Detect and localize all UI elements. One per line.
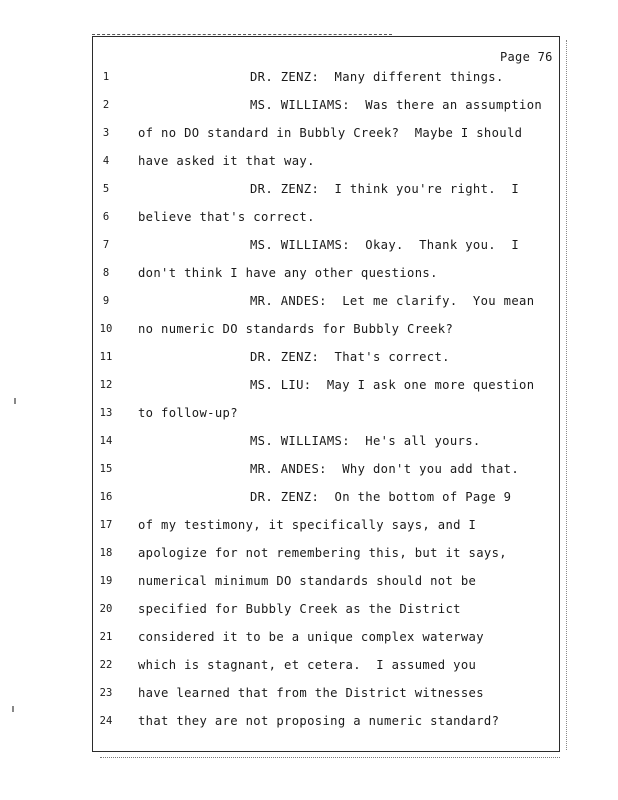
top-scan-rule xyxy=(92,34,392,35)
line-text: of my testimony, it specifically says, and I xyxy=(138,518,477,532)
transcript-line xyxy=(0,516,618,536)
transcript-line xyxy=(0,152,618,172)
line-text: MS. WILLIAMS: Was there an assumption xyxy=(250,98,543,112)
line-number: 17 xyxy=(99,519,113,531)
line-number: 5 xyxy=(102,183,110,195)
line-text: to follow-up? xyxy=(138,406,238,420)
transcript-line xyxy=(0,376,618,396)
transcript-line xyxy=(0,628,618,648)
line-text: MS. LIU: May I ask one more question xyxy=(250,378,535,392)
line-text: have learned that from the District witnesses xyxy=(138,686,484,700)
line-text: specified for Bubbly Creek as the District xyxy=(138,602,461,616)
line-number: 15 xyxy=(99,463,113,475)
line-text: numerical minimum DO standards should not be xyxy=(138,574,477,588)
line-text: considered it to be a unique complex waterway xyxy=(138,630,484,644)
line-number: 2 xyxy=(102,99,110,111)
line-number: 23 xyxy=(99,687,113,699)
line-text: apologize for not remembering this, but it says, xyxy=(138,546,507,560)
transcript-line xyxy=(0,292,618,312)
transcript-line xyxy=(0,460,618,480)
line-text: DR. ZENZ: I think you're right. I xyxy=(250,182,520,196)
line-text: no numeric DO standards for Bubbly Creek? xyxy=(138,322,454,336)
transcript-line xyxy=(0,712,618,732)
line-number: 14 xyxy=(99,435,113,447)
line-number: 6 xyxy=(102,211,110,223)
line-number: 9 xyxy=(102,295,110,307)
transcript-line xyxy=(0,488,618,508)
line-text: DR. ZENZ: On the bottom of Page 9 xyxy=(250,490,512,504)
transcript-line xyxy=(0,180,618,200)
line-number: 1 xyxy=(102,71,110,83)
page-number: Page 76 xyxy=(500,50,553,64)
line-number: 10 xyxy=(99,323,113,335)
line-number: 11 xyxy=(99,351,113,363)
line-number: 13 xyxy=(99,407,113,419)
line-text: MR. ANDES: Let me clarify. You mean xyxy=(250,294,535,308)
line-text: that they are not proposing a numeric standard? xyxy=(138,714,500,728)
line-number: 8 xyxy=(102,267,110,279)
line-text: have asked it that way. xyxy=(138,154,315,168)
line-number: 7 xyxy=(102,239,110,251)
transcript-line xyxy=(0,124,618,144)
transcript-line xyxy=(0,320,618,340)
transcript-line xyxy=(0,600,618,620)
line-number: 22 xyxy=(99,659,113,671)
line-number: 4 xyxy=(102,155,110,167)
line-text: believe that's correct. xyxy=(138,210,315,224)
transcript-line xyxy=(0,656,618,676)
transcript-line xyxy=(0,544,618,564)
transcript-line xyxy=(0,404,618,424)
line-text: MS. WILLIAMS: He's all yours. xyxy=(250,434,481,448)
line-number: 3 xyxy=(102,127,110,139)
bottom-scan-rule xyxy=(100,757,560,758)
transcript-line xyxy=(0,348,618,368)
line-number: 20 xyxy=(99,603,113,615)
transcript-line xyxy=(0,208,618,228)
transcript-line xyxy=(0,572,618,592)
line-number: 18 xyxy=(99,547,113,559)
line-number: 21 xyxy=(99,631,113,643)
line-text: MS. WILLIAMS: Okay. Thank you. I xyxy=(250,238,520,252)
transcript-line xyxy=(0,68,618,88)
line-number: 16 xyxy=(99,491,113,503)
transcript-line xyxy=(0,264,618,284)
line-text: which is stagnant, et cetera. I assumed you xyxy=(138,658,477,672)
transcript-line xyxy=(0,684,618,704)
line-text: of no DO standard in Bubbly Creek? Maybe I should xyxy=(138,126,523,140)
line-text: DR. ZENZ: Many different things. xyxy=(250,70,504,84)
line-text: don't think I have any other questions. xyxy=(138,266,438,280)
line-number: 12 xyxy=(99,379,113,391)
line-number: 19 xyxy=(99,575,113,587)
transcript-line xyxy=(0,96,618,116)
transcript-line xyxy=(0,236,618,256)
line-number: 24 xyxy=(99,715,113,727)
transcript-line xyxy=(0,432,618,452)
line-text: MR. ANDES: Why don't you add that. xyxy=(250,462,520,476)
line-text: DR. ZENZ: That's correct. xyxy=(250,350,450,364)
